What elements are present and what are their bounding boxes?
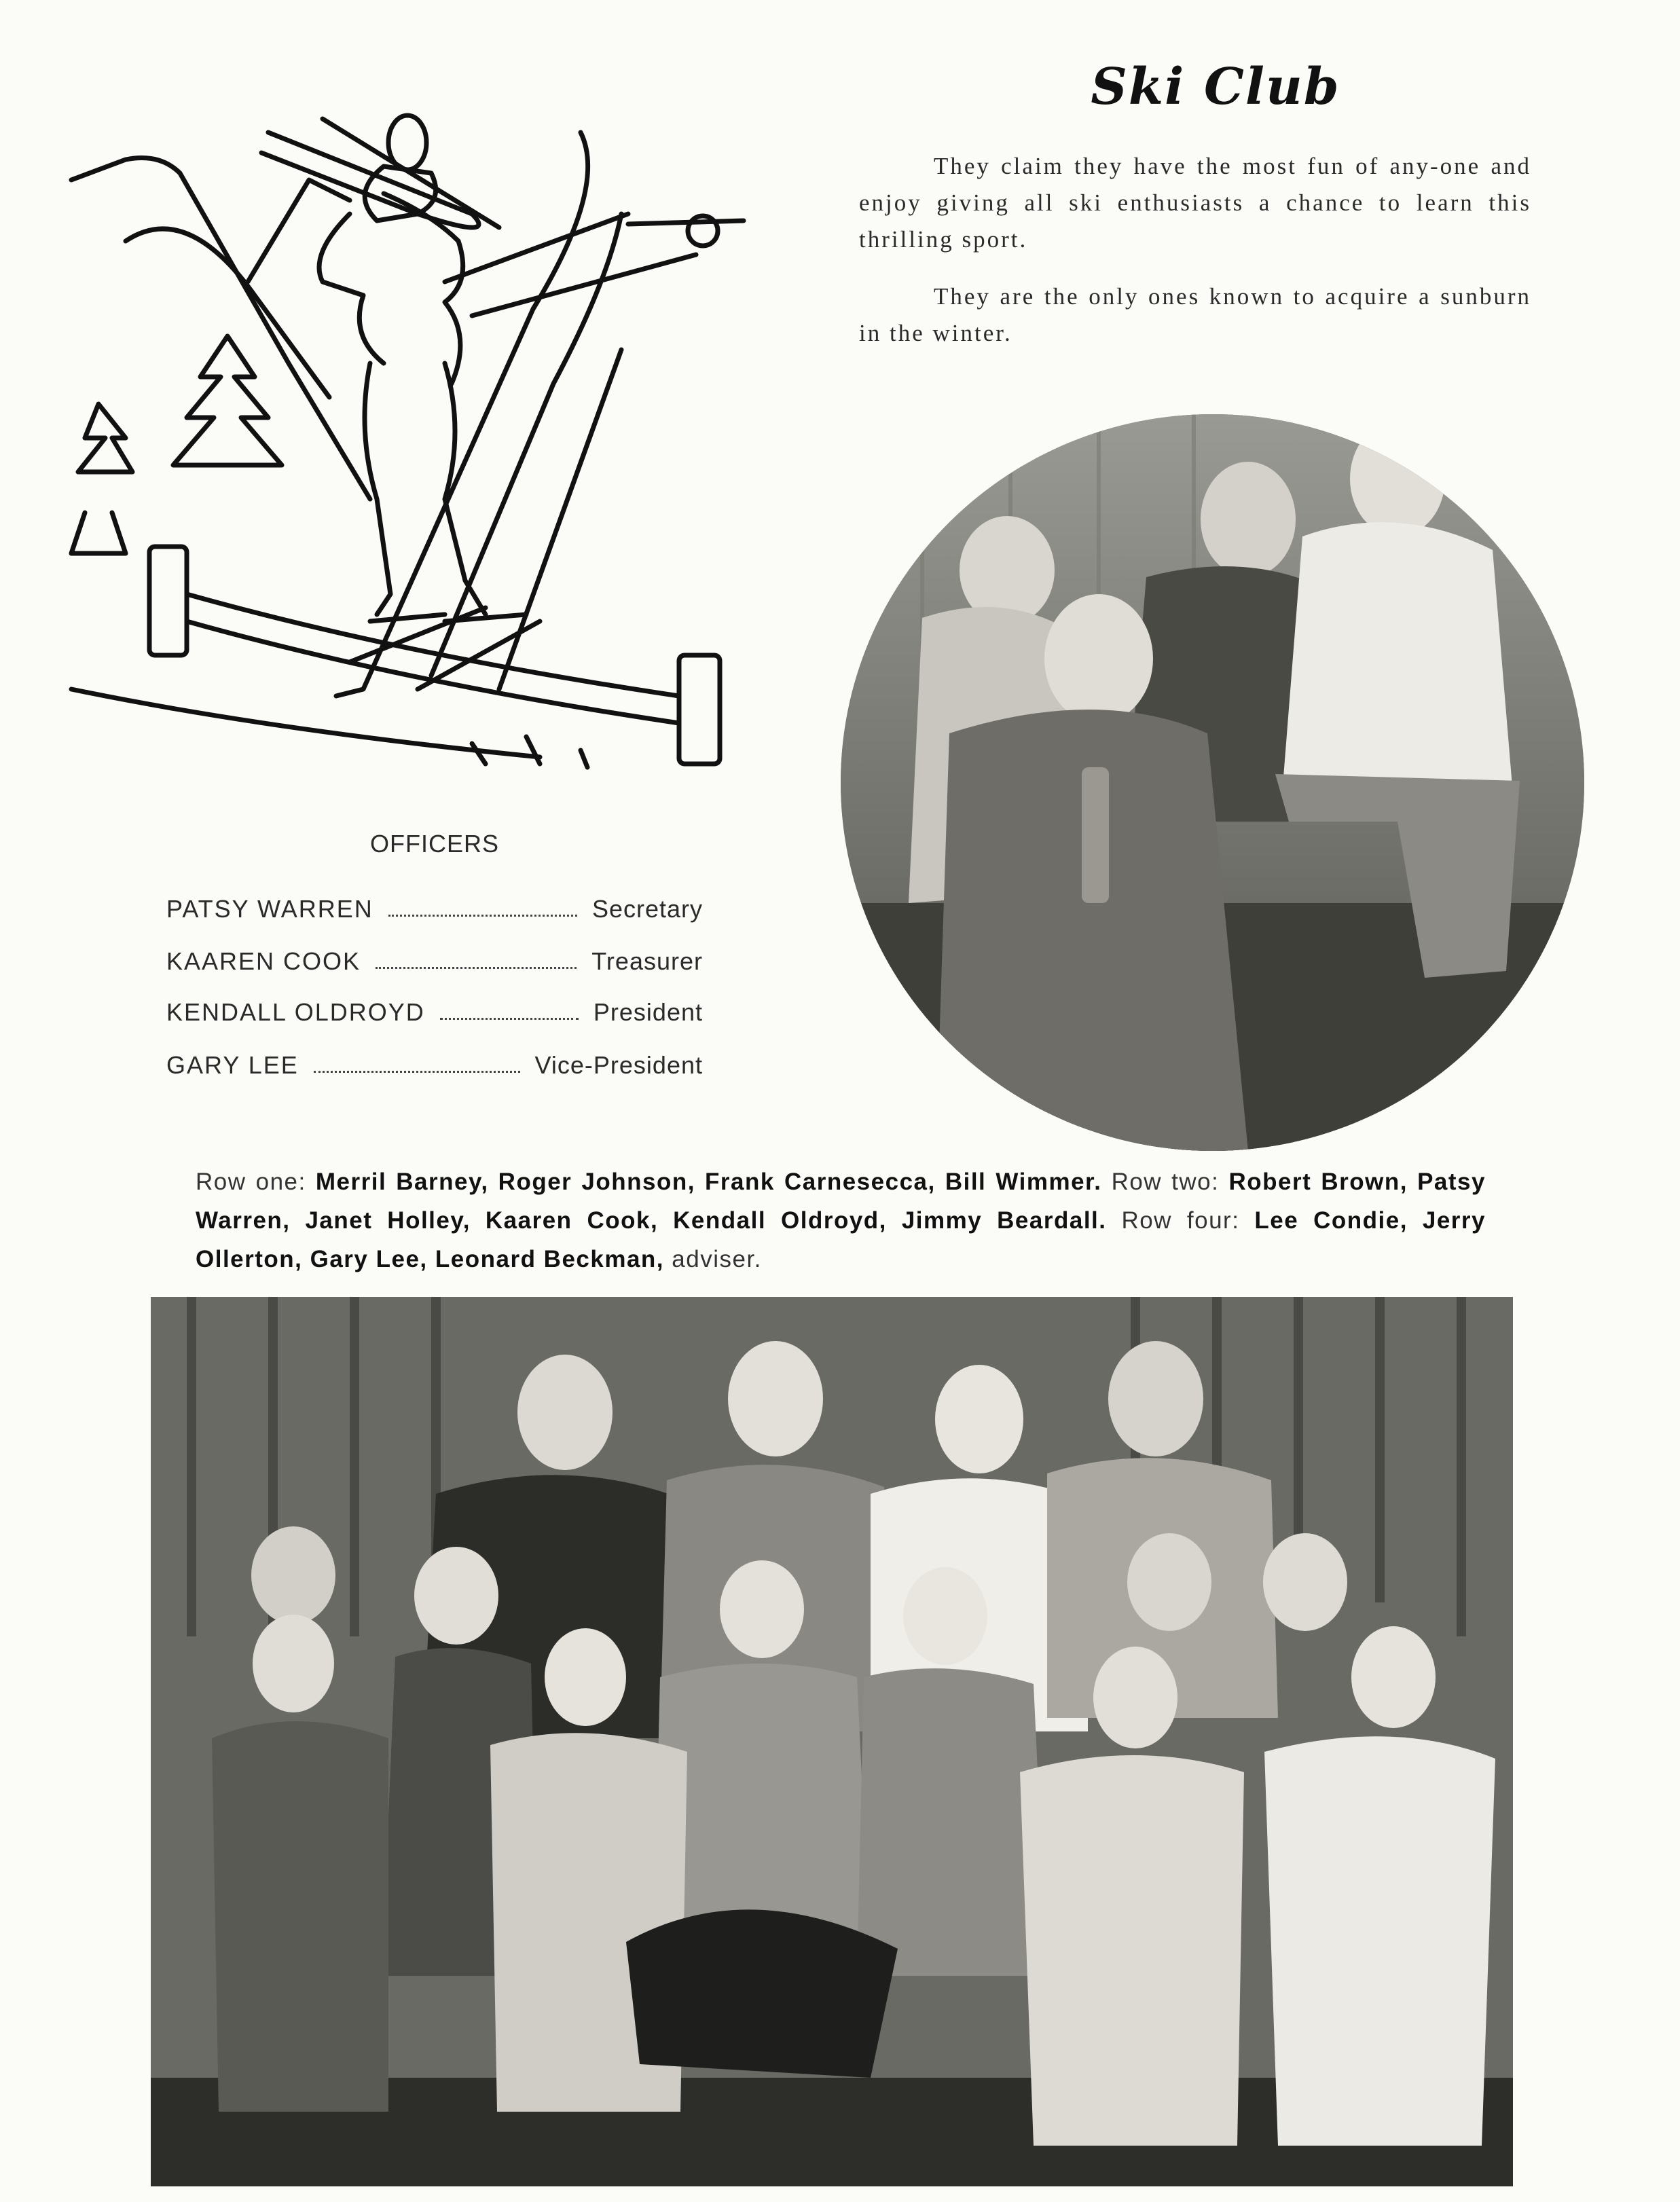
officer-role: President bbox=[593, 998, 703, 1026]
officer-row bbox=[166, 1046, 703, 1080]
row-two-label: Row two: bbox=[1111, 1169, 1220, 1195]
leader-dots bbox=[314, 1070, 520, 1073]
officer-name: PATSY WARREN bbox=[166, 895, 373, 923]
row-two-names: Robert Brown, Patsy Warren, Janet Holley, Kaaren Cook, Kendall Oldroyd, Jimmy Beardall. bbox=[196, 1169, 1486, 1234]
page-title: Ski Club bbox=[1091, 58, 1340, 116]
leader-dots bbox=[376, 966, 577, 969]
officer-name: KENDALL OLDROYD bbox=[166, 998, 425, 1026]
intro-paragraph-2: They are the only ones known to acquire a sunburn in the winter. bbox=[859, 283, 1531, 346]
officer-row bbox=[166, 942, 703, 976]
row-one-names: Merril Barney, Roger Johnson, Frank Carnesecca, Bill Wimmer. bbox=[315, 1169, 1102, 1195]
officer-role: Treasurer bbox=[591, 947, 703, 975]
row-one-label: Row one: bbox=[196, 1169, 306, 1195]
officer-name: GARY LEE bbox=[166, 1051, 299, 1079]
officers-photo-art bbox=[841, 414, 1584, 1151]
skier-drawing-icon bbox=[65, 78, 778, 784]
row-four-label: Row four: bbox=[1121, 1207, 1240, 1234]
photo-caption bbox=[196, 1162, 1486, 1279]
officer-role: Secretary bbox=[591, 895, 703, 923]
officer-row bbox=[166, 889, 703, 923]
row-four-names: Lee Condie, Jerry Ollerton, Gary Lee, Leonard Beckman, bbox=[196, 1207, 1486, 1272]
leader-dots bbox=[440, 1017, 579, 1020]
adviser-label: adviser. bbox=[672, 1246, 762, 1272]
officers-photo bbox=[841, 414, 1584, 1151]
group-photo bbox=[151, 1297, 1513, 2186]
officer-role: Vice-President bbox=[534, 1051, 703, 1079]
officers-heading: OFFICERS bbox=[369, 830, 499, 858]
officer-row bbox=[166, 993, 703, 1027]
group-photo-art bbox=[151, 1297, 1513, 2186]
leader-dots bbox=[388, 914, 577, 917]
intro-paragraph-1: They claim they have the most fun of any-one and enjoy giving all ski enthusiasts a chance to learn this thrilling sport. bbox=[859, 153, 1531, 253]
officer-name: KAAREN COOK bbox=[166, 947, 361, 975]
